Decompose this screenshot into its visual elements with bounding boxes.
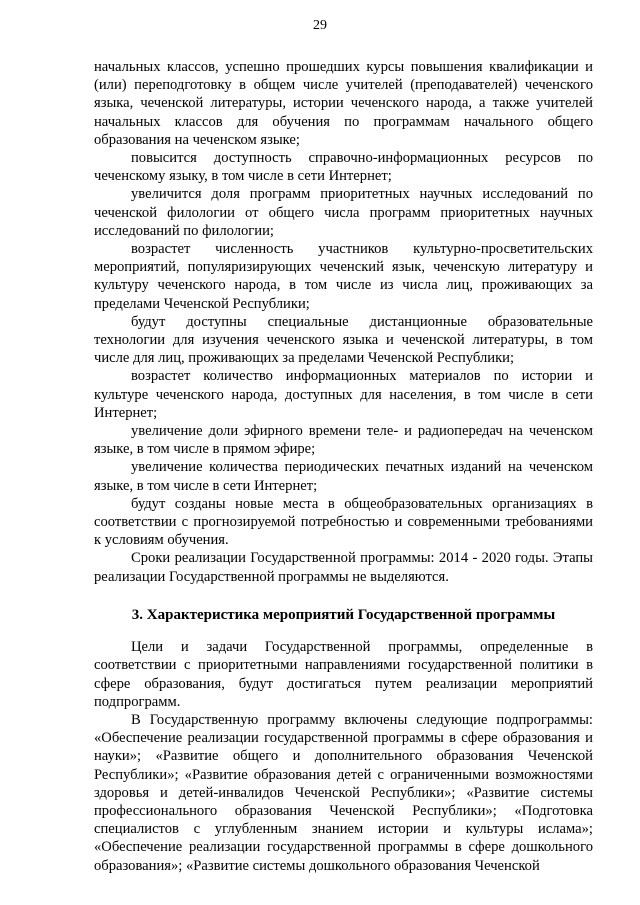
paragraph: будут созданы новые места в общеобразовательных организациях в соответствии с прогнозируемой потребностью и современными требованиями к условиям обучения. [94, 495, 593, 549]
page-number: 29 [313, 18, 327, 33]
paragraph: увеличение доли эфирного времени теле- и радиопередач на чеченском языке, в том числе в прямом эфире; [94, 423, 593, 458]
paragraph: увеличение количества периодических печатных изданий на чеченском языке, в том числе в сети Интернет; [94, 459, 593, 494]
paragraph: возрастет количество информационных материалов по истории и культуре чеченского народа, доступных для населения, в том числе в сети Интернет; [94, 368, 593, 421]
document-body [94, 58, 593, 875]
paragraph: будут доступны специальные дистанционные образовательные технологии для изучения чеченского языка и чеченской литературы, в том числе для лиц, проживающих за пределами Чеченской Республики; [94, 313, 593, 367]
paragraph: увеличится доля программ приоритетных научных исследований по чеченской филологии от общего числа программ приоритетных научных исследований по филологии; [94, 186, 593, 239]
paragraph: В Государственную программу включены следующие подпрограммы: «Обеспечение реализации государственной программы в сфере образования и науки»; «Развитие общего и дополнительного образования Чеченской Республики»; «Развитие образования детей с ограниченными возможностями здоровья и детей-инвалидов Чеченской Республики»; «Развитие системы профессионального образования Чеченской Республики»; «Подготовка специалистов с углубленным знанием истории и культуры ислама»; «Обеспечение реализации государственной программы в сфере дошкольного образования»; «Развитие системы дошкольного образования Чеченской [94, 711, 593, 874]
paragraph: Цели и задачи Государственной программы, определенные в соответствии с приоритетными направлениями государственной политики в сфере образования, будут достигаться путем реализации мероприятий подпрограмм. [94, 639, 593, 710]
paragraph: повысится доступность справочно-информационных ресурсов по чеченскому языку, в том числе в сети Интернет; [94, 150, 593, 185]
paragraph: начальных классов, успешно прошедших курсы повышения квалификации и (или) переподготовку в общем числе учителей (преподавателей) чеченского языка, чеченской литературы, истории чеченского народа, а также учителей начальных классов для обучения по программам начального общего образования на чеченском языке; [94, 59, 593, 148]
section-heading: 3. Характеристика мероприятий Государственной программы [131, 606, 556, 623]
paragraph: Сроки реализации Государственной программы: 2014 - 2020 годы. Этапы реализации Государственной программы не выделяются. [94, 550, 593, 585]
paragraph: возрастет численность участников культурно-просветительских мероприятий, популяризирующих чеченский язык, чеченскую литературу и культуру чеченского народа, в том числе из числа лиц, проживающих за пределами Чеченской Республики; [94, 241, 593, 312]
